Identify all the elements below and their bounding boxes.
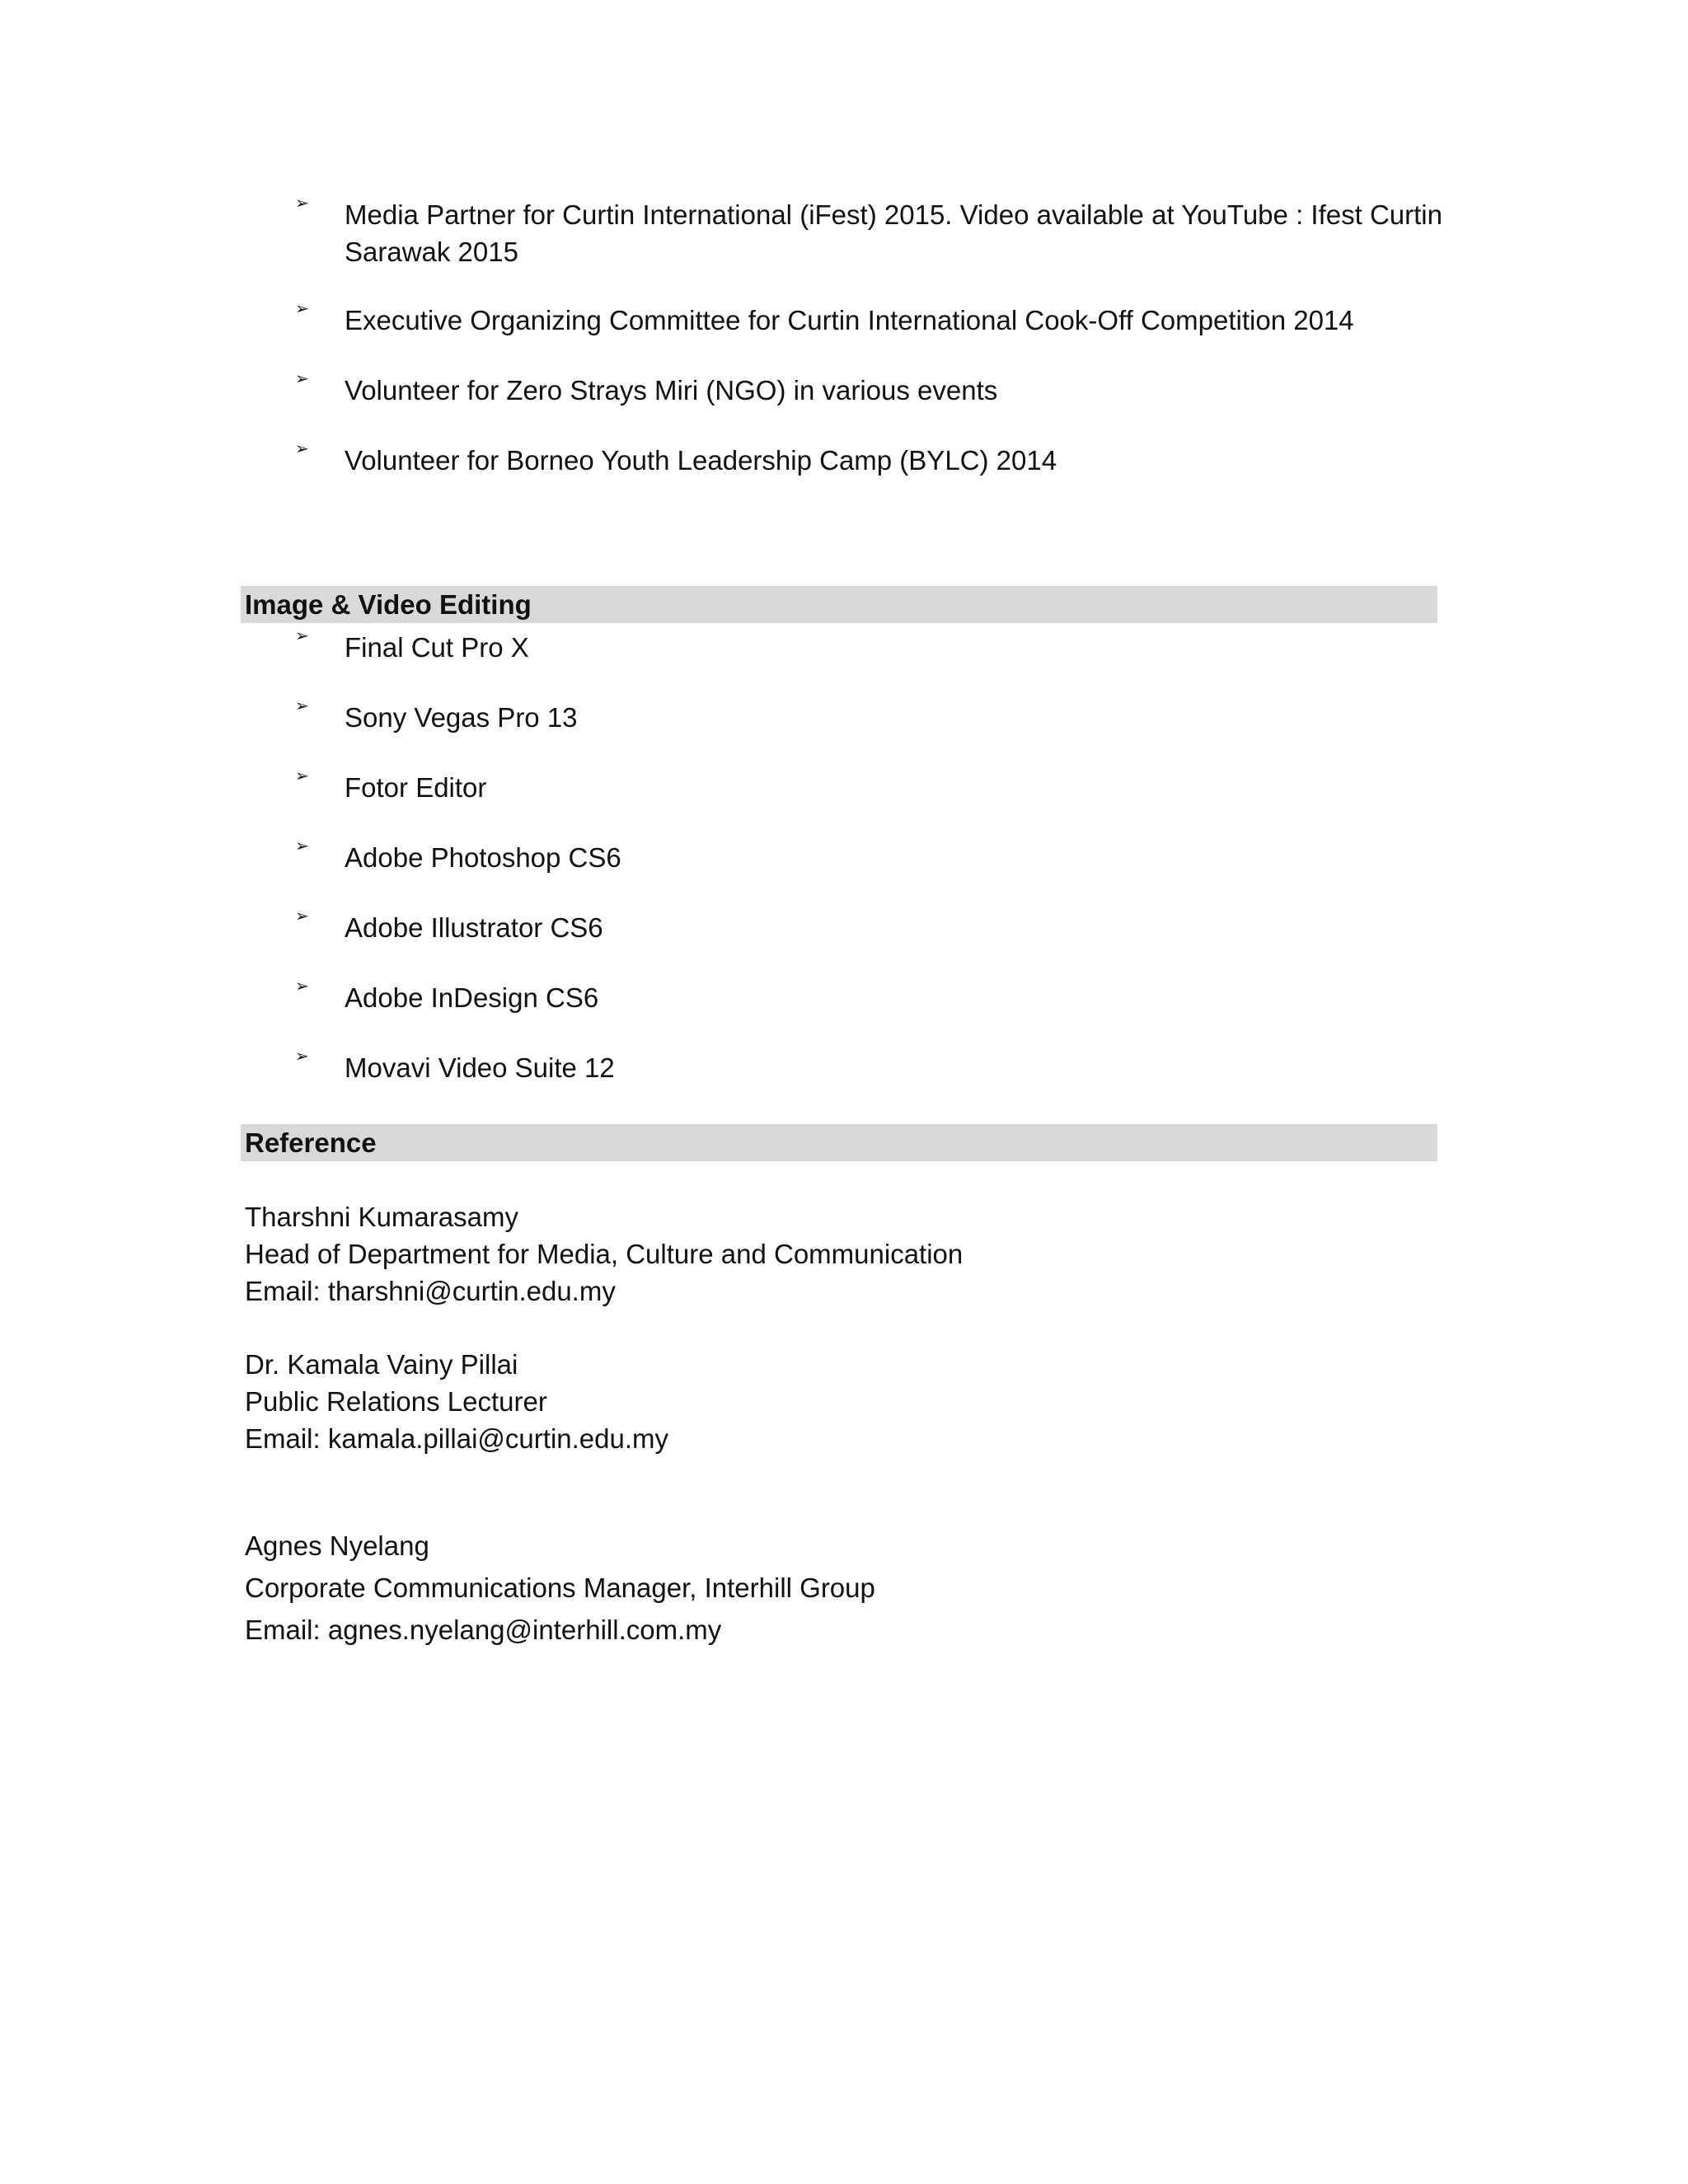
list-item: ➢ Volunteer for Borneo Youth Leadership Camp (BYLC) 2014 [295, 442, 1442, 479]
reference-email: Email: agnes.nyelang@interhill.com.my [245, 1615, 722, 1645]
activities-list [295, 196, 1442, 479]
list-item: ➢ Sony Vegas Pro 13 [295, 699, 1442, 736]
arrow-bullet-icon: ➢ [295, 370, 309, 388]
list-item: ➢ Media Partner for Curtin International (iFest) 2015. Video available at YouTube : Ifest Curtin Sarawak 2015 [295, 196, 1442, 270]
reference-title: Public Relations Lecturer [245, 1386, 547, 1417]
arrow-bullet-icon: ➢ [295, 837, 309, 855]
list-item: ➢ Movavi Video Suite 12 [295, 1049, 1442, 1086]
list-item: ➢ Volunteer for Zero Strays Miri (NGO) in various events [295, 372, 1442, 409]
reference-entry [245, 1346, 668, 1457]
reference-title: Corporate Communications Manager, Interhill Group [245, 1572, 875, 1603]
arrow-bullet-icon: ➢ [295, 907, 309, 926]
arrow-bullet-icon: ➢ [295, 440, 309, 458]
list-item: ➢ Fotor Editor [295, 769, 1442, 806]
list-item: ➢ Final Cut Pro X [295, 629, 1442, 666]
editing-list [295, 629, 1442, 1086]
reference-email: Email: kamala.pillai@curtin.edu.my [245, 1423, 669, 1454]
reference-entry [245, 1525, 875, 1651]
arrow-bullet-icon: ➢ [295, 300, 309, 318]
reference-title: Head of Department for Media, Culture and Communication [245, 1239, 964, 1269]
list-item: ➢ Executive Organizing Committee for Curtin International Cook-Off Competition 2014 [295, 302, 1442, 339]
arrow-bullet-icon: ➢ [295, 1047, 309, 1066]
list-item: ➢ Adobe Photoshop CS6 [295, 839, 1442, 876]
arrow-bullet-icon: ➢ [295, 627, 309, 645]
arrow-bullet-icon: ➢ [295, 767, 309, 785]
reference-entry [245, 1198, 963, 1310]
reference-name: Agnes Nyelang [245, 1530, 429, 1561]
section-heading-editing: Image & Video Editing [241, 586, 1437, 623]
arrow-bullet-icon: ➢ [295, 977, 309, 996]
arrow-bullet-icon: ➢ [295, 697, 309, 715]
reference-name: Dr. Kamala Vainy Pillai [245, 1349, 518, 1380]
reference-email: Email: tharshni@curtin.edu.my [245, 1276, 616, 1306]
list-item: ➢ Adobe InDesign CS6 [295, 979, 1442, 1016]
list-item: ➢ Adobe Illustrator CS6 [295, 909, 1442, 946]
arrow-bullet-icon: ➢ [295, 194, 309, 213]
section-heading-reference: Reference [241, 1124, 1437, 1161]
reference-name: Tharshni Kumarasamy [245, 1202, 518, 1232]
